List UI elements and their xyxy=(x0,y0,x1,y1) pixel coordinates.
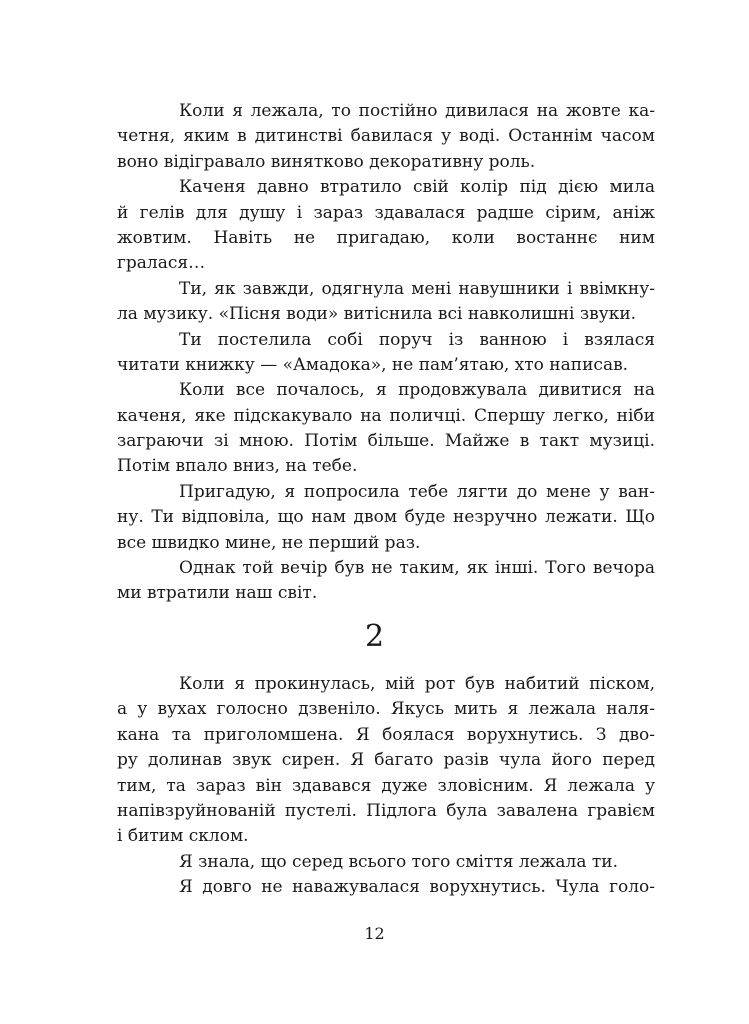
text-line: ми втратили наш світ. xyxy=(117,583,318,604)
text-line: Каченя давно втратило свій колір під дією мила xyxy=(179,177,655,198)
text-line: ру долинав звук сирен. Я багато разів чула його перед xyxy=(117,750,655,771)
text-line: напівзруйнованій пустелі. Підлога була завалена гравієм xyxy=(117,800,655,821)
text-line: Однак той вечір був не таким, як інші. Того вечора xyxy=(179,558,655,579)
text-line: гралася… xyxy=(117,253,206,274)
text-line: Я довго не наважувалася ворухнутись. Чула голо- xyxy=(179,877,655,898)
text-line: Коли я лежала, то постійно дивилася на жовте ка- xyxy=(179,101,655,121)
chapter-number: 2 xyxy=(364,619,385,654)
chapter-1-ending-text xyxy=(117,99,655,607)
text-line: воно відігравало винятково декоративну роль. xyxy=(117,151,536,172)
text-line: читати книжку — «Амадока», не пам’ятаю, хто написав. xyxy=(117,354,629,375)
chapter-2-text xyxy=(117,672,655,901)
text-line: жовтим. Навіть не пригадаю, коли востаннє ним xyxy=(117,227,655,248)
text-line: четня, яким в дитинстві бавилася у воді. Останнім часом xyxy=(117,126,655,147)
text-line: й гелів для душу і зараз здавалася радше сірим, аніж xyxy=(117,202,655,223)
text-line: ну. Ти відповіла, що нам двом буде незручно лежати. Що xyxy=(117,507,655,528)
text-line: заграючи зі мною. Потім більше. Майже в такт музиці. xyxy=(117,431,655,452)
text-line: Потім впало вниз, на тебе. xyxy=(117,456,358,477)
text-line: Коли я прокинулась, мій рот був набитий піском, xyxy=(179,674,655,694)
text-line: ла музику. «Пісня води» витіснила всі навколишні звуки. xyxy=(117,304,637,325)
text-line: а у вухах голосно дзвеніло. Якусь мить я лежала наля- xyxy=(117,699,655,720)
text-line: каченя, яке підскакувало на поличці. Спершу легко, ніби xyxy=(117,405,655,426)
text-line: все швидко мине, не перший раз. xyxy=(117,532,421,553)
text-line: Я знала, що серед всього того сміття лежала ти. xyxy=(179,851,618,872)
text-line: і битим склом. xyxy=(117,826,249,847)
text-line: Пригадую, я попросила тебе лягти до мене у ван- xyxy=(179,481,655,502)
text-line: кана та приголомшена. Я боялася ворухнутись. З дво- xyxy=(117,724,655,745)
text-line: Коли все почалось, я продовжувала дивитися на xyxy=(179,380,655,401)
text-line: тим, та зараз він здавався дуже зловісним. Я лежала у xyxy=(117,775,655,796)
page-number: 12 xyxy=(364,924,385,943)
text-line: Ти, як завжди, одягнула мені навушники і ввімкну- xyxy=(179,278,655,299)
text-line: Ти постелила собі поруч із ванною і взялася xyxy=(179,329,655,350)
